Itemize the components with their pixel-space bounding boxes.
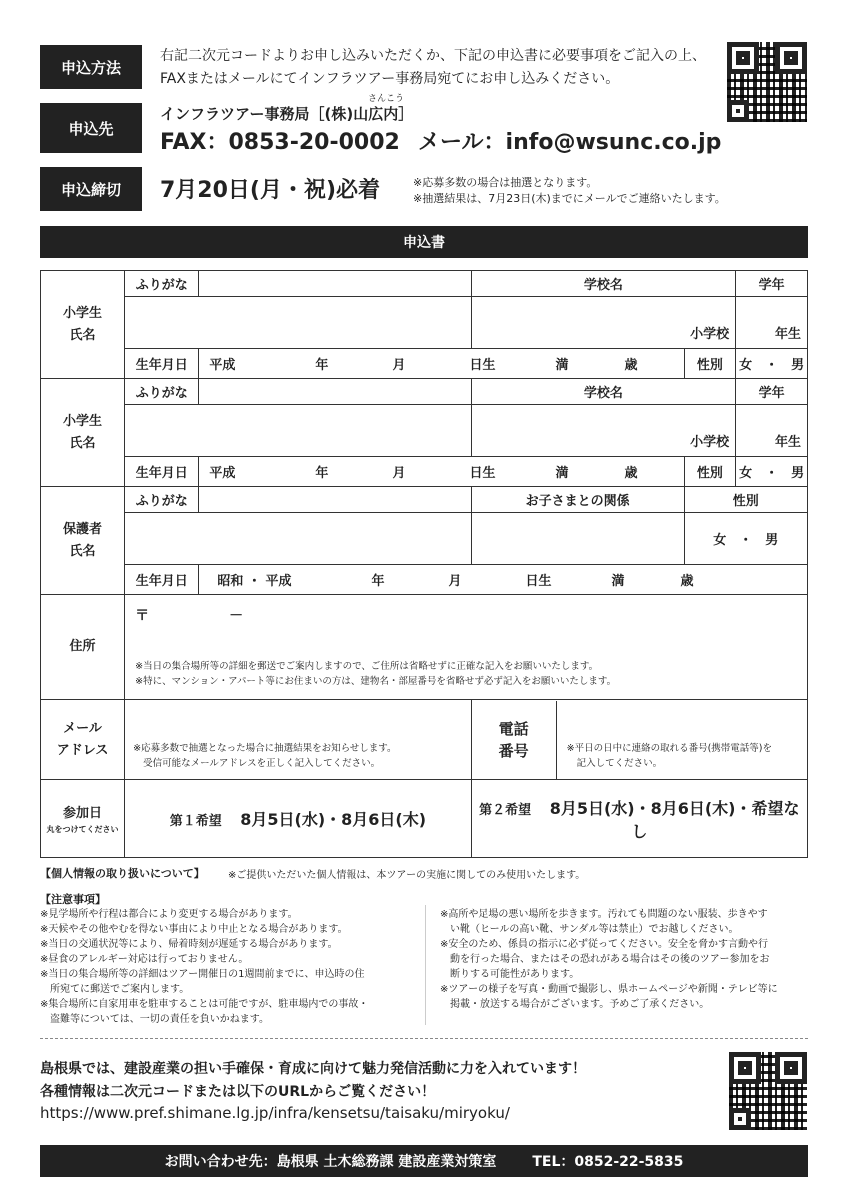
child2-name-input[interactable] bbox=[125, 405, 472, 457]
notes-title: 【注意事項】 bbox=[40, 893, 106, 906]
promo-line2: 各種情報は二次元コードまたは以下のURLからご覧ください！ bbox=[40, 1084, 436, 1100]
destination-label: 申込先 bbox=[40, 103, 142, 153]
guardian-name-input[interactable] bbox=[125, 513, 472, 565]
deadline-note2: ※抽選結果は、7月23日(木)までにメールでご連絡いたします。 bbox=[413, 192, 726, 205]
child2-furigana-input[interactable] bbox=[199, 379, 471, 405]
application-form bbox=[40, 270, 808, 858]
deadline-date: 7月20日(月・祝)必着 bbox=[160, 178, 381, 203]
mail-note1: ※応募多数で抽選となった場合に抽選結果をお知らせします。 bbox=[133, 743, 397, 754]
mail-input[interactable] bbox=[125, 700, 472, 780]
choice2-dates[interactable]: 8月5日(水)・8月6日(木)・希望なし bbox=[549, 798, 800, 841]
guardian-birth-label: 生年月日 bbox=[125, 565, 199, 595]
destination-furigana: さんこう bbox=[368, 94, 405, 104]
destination-fax: FAX：0853-20-0002 bbox=[160, 130, 400, 155]
child1-grade-label: 学年 bbox=[736, 271, 808, 297]
guardian-relation-label: お子さまとの関係 bbox=[471, 487, 684, 513]
tel-note1: ※平日の日中に連絡の取れる番号(携帯電話等)を bbox=[566, 742, 773, 754]
choice1-dates[interactable]: 8月5日(水)・8月6日(木) bbox=[240, 810, 427, 829]
child2-school-label: 学校名 bbox=[471, 379, 736, 405]
child2-school-input[interactable]: 小学校 bbox=[471, 405, 736, 457]
guardian-relation-input[interactable] bbox=[471, 513, 684, 565]
mail-header: メール アドレス bbox=[41, 700, 125, 780]
child1-name-input[interactable] bbox=[125, 297, 472, 349]
child1-furigana-label: ふりがな bbox=[125, 271, 199, 297]
guardian-header: 保護者 氏名 bbox=[41, 487, 125, 595]
notes-right: ※高所や足場の悪い場所を歩きます。汚れても問題のない服装、歩きやす い靴（ヒールの高い靴、サンダル等は禁止）でお越しください。 ※安全のため、係員の指示に必ず従ってください。安全を脅かす言動や行 動を行った場合、またはその恐れがある場合はその後のツアー参加をお 断りする可能性があります。 ※ツアーの様子を写真・動画で撮影し、県ホームページや新聞・テレビ等に 掲載・放送する場合がございます。予めご了承ください。 bbox=[440, 909, 778, 1010]
child2-furigana-label: ふりがな bbox=[125, 379, 199, 405]
method-line2: FAXまたはメールにてインフラツアー事務局宛てにお申し込みください。 bbox=[160, 71, 620, 87]
choice2-cell[interactable] bbox=[471, 780, 807, 858]
promo-url[interactable]: https://www.pref.shimane.lg.jp/infra/kensetsu/taisaku/miryoku/ bbox=[40, 1104, 510, 1122]
child1-birth-label: 生年月日 bbox=[125, 349, 199, 379]
child1-sex-label: 性別 bbox=[684, 349, 736, 379]
guardian-sex-input[interactable]: 女 ・ 男 bbox=[684, 513, 807, 565]
footer-contact: お問い合わせ先：島根県 土木総務課 建設産業対策室 bbox=[164, 1154, 497, 1170]
child1-header: 小学生 氏名 bbox=[41, 271, 125, 379]
destination-office: インフラツアー事務局［(株)山広内］ bbox=[160, 105, 414, 123]
address-note1: ※当日の集合場所等の詳細を郵送でご案内しますので、ご住所は省略せずに正確な記入をお願いいたします。 bbox=[135, 661, 599, 672]
child2-birth-label: 生年月日 bbox=[125, 457, 199, 487]
address-header: 住所 bbox=[41, 595, 125, 700]
choice1-label: 第１希望 bbox=[169, 814, 222, 829]
address-note2: ※特に、マンション・アパート等にお住まいの方は、建物名・部屋番号を省略せず必ず記入をお願いいたします。 bbox=[135, 676, 617, 687]
guardian-birth-input[interactable]: 昭和 ・ 平成 年 月 日生 満 歳 bbox=[199, 565, 808, 595]
tel-cell bbox=[471, 700, 807, 780]
method-label: 申込方法 bbox=[40, 45, 142, 89]
guardian-furigana-label: ふりがな bbox=[125, 487, 199, 513]
footer-bar bbox=[40, 1145, 808, 1177]
method-line1: 右記二次元コードよりお申し込みいただくか、下記の申込書に必要事項をご記入の上、 bbox=[160, 48, 706, 64]
child1-birth-input[interactable]: 平成 年 月 日生 満 歳 bbox=[199, 349, 684, 379]
child1-school-input[interactable]: 小学校 bbox=[471, 297, 736, 349]
postal-dash: － bbox=[229, 608, 244, 624]
child2-header: 小学生 氏名 bbox=[41, 379, 125, 487]
child2-sex-input[interactable]: 女 ・ 男 bbox=[736, 457, 808, 487]
choice1-cell[interactable] bbox=[125, 780, 472, 858]
qr-code-top-icon bbox=[727, 42, 807, 122]
deadline-note1: ※応募多数の場合は抽選となります。 bbox=[413, 176, 598, 189]
child2-sex-label: 性別 bbox=[684, 457, 736, 487]
privacy-title: 【個人情報の取り扱いについて】 bbox=[40, 867, 205, 880]
notes-left: ※見学場所や行程は都合により変更する場合があります。 ※天候やその他やむを得ない事由により中止となる場合があります。 ※当日の交通状況等により、帰着時刻が遅延する場合があります。 ※昼食のアレルギー対応は行っておりません。 ※当日の集合場所等の詳細はツアー開催日の1週間前までに、申込時の住 所宛てに郵送でご案内します。 ※集合場所に自家用車を駐車することは可能ですが、駐車場内での事故・ 盗難等については、一切の責任を負いかねます。 bbox=[40, 909, 369, 1025]
guardian-sex-label: 性別 bbox=[684, 487, 807, 513]
tel-header: 電話 番号 bbox=[472, 701, 557, 779]
child1-school-label: 学校名 bbox=[471, 271, 736, 297]
tel-note2: 記入してください。 bbox=[576, 757, 663, 769]
child2-birth-input[interactable]: 平成 年 月 日生 満 歳 bbox=[199, 457, 684, 487]
child1-sex-input[interactable]: 女 ・ 男 bbox=[736, 349, 808, 379]
guardian-furigana-input[interactable] bbox=[199, 487, 471, 513]
child1-grade-input[interactable]: 年生 bbox=[736, 297, 808, 349]
child2-grade-input[interactable]: 年生 bbox=[736, 405, 808, 457]
tel-input[interactable] bbox=[557, 701, 807, 779]
child2-grade-label: 学年 bbox=[736, 379, 808, 405]
footer-tel: TEL：0852-22-5835 bbox=[532, 1154, 684, 1170]
join-header: 参加日 丸をつけてください bbox=[41, 780, 125, 858]
choice2-label: 第２希望 bbox=[479, 802, 532, 818]
deadline-label: 申込締切 bbox=[40, 167, 142, 211]
notes-divider bbox=[425, 905, 426, 1025]
form-title: 申込書 bbox=[40, 226, 808, 258]
destination-mail: メール：info@wsunc.co.jp bbox=[418, 130, 722, 155]
postal-mark: 〒 bbox=[135, 608, 150, 624]
address-input[interactable] bbox=[125, 595, 808, 700]
section-divider bbox=[40, 1038, 808, 1039]
promo-line1: 島根県では、建設産業の担い手確保・育成に向けて魅力発信活動に力を入れています！ bbox=[40, 1061, 586, 1077]
qr-code-bottom-icon bbox=[729, 1052, 807, 1130]
privacy-text: ※ご提供いただいた個人情報は、本ツアーの実施に関してのみ使用いたします。 bbox=[228, 870, 586, 881]
child1-furigana-input[interactable] bbox=[199, 271, 471, 297]
mail-note2: 受信可能なメールアドレスを正しく記入してください。 bbox=[143, 758, 381, 769]
